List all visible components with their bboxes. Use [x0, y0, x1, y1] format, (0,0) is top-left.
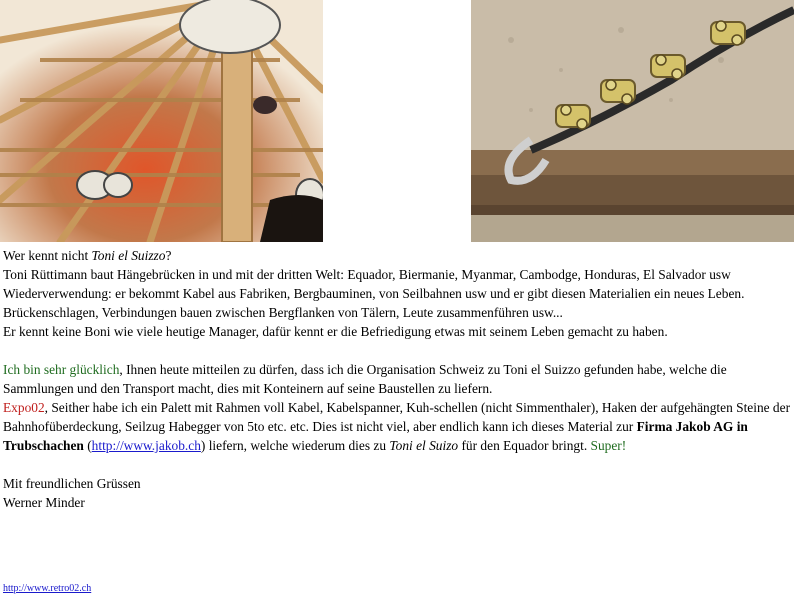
paragraph-6-part-c: ) liefern, welche wiederum dies zu [200, 438, 390, 453]
expo-label: Expo02 [3, 400, 45, 415]
paragraph-5-rest: , Ihnen heute mitteilen zu dürfen, dass ich die Organisation Schweiz zu Toni el Suizzo gefunden habe, welche die Sammlungen und den Transport macht, dies mit Konteinern auf seine Baustellen zu liefern. [3, 362, 727, 396]
footer-retro-link[interactable]: http://www.retro02.ch [3, 583, 92, 594]
cable-clamps-photo [471, 0, 794, 242]
paragraph-6-part-a: , Seither habe ich ein Palett mit Rahmen voll Kabel, Kabelspanner, Kuh-schellen (nicht Simmenthaler), Haken der aufgehängten Steine der Bahnhofüberdeckung, Seilzug Habegger von 5to etc. etc. Dies ist nicht viel, aber endlich kann ich dieses Material zur [3, 400, 791, 434]
paragraph-2: Wiederverwendung: er bekommt Kabel aus Fabriken, Bergbauminen, von Seilbahnen usw und er gibt diesen Materialien ein neues Leben. [3, 286, 745, 301]
wooden-roof-photo [0, 0, 323, 242]
signature-name: Werner Minder [3, 495, 85, 510]
paragraph-6-part-d: für den Equador bringt. [458, 438, 591, 453]
happy-phrase: Ich bin sehr glücklich [3, 362, 120, 377]
paragraph-6-italic-name: Toni el Suizo [389, 438, 459, 453]
paragraph-3: Brückenschlagen, Verbindungen bauen zwischen Bergflanken von Tälern, Leute zusammenführen usw... [3, 305, 563, 320]
intro-suffix: ? [165, 248, 172, 263]
paragraph-5 [3, 360, 793, 398]
paragraph-6 [3, 398, 793, 455]
intro-prefix: Wer kennt nicht [3, 248, 92, 263]
company-name: Firma Jakob AG in Trubschachen [3, 419, 748, 453]
paragraph-4: Er kennt keine Boni wie viele heutige Manager, dafür kennt er die Befriedigung etwas mit seinem Leben gemacht zu haben. [3, 324, 668, 339]
paragraph-1: Toni Rüttimann baut Hängebrücken in und mit der dritten Welt: Equador, Biermanie, Myanmar, Cambodge, Honduras, El Salvador usw [3, 267, 731, 282]
intro-italic-name: Toni el Suizzo [91, 248, 166, 263]
super-word: Super! [590, 438, 627, 453]
article-body [3, 246, 793, 512]
paragraph-6-part-b: ( [83, 438, 92, 453]
intro-line [3, 246, 793, 265]
jakob-link[interactable]: http://www.jakob.ch [91, 438, 201, 453]
closing-greeting: Mit freundlichen Grüssen [3, 476, 141, 491]
